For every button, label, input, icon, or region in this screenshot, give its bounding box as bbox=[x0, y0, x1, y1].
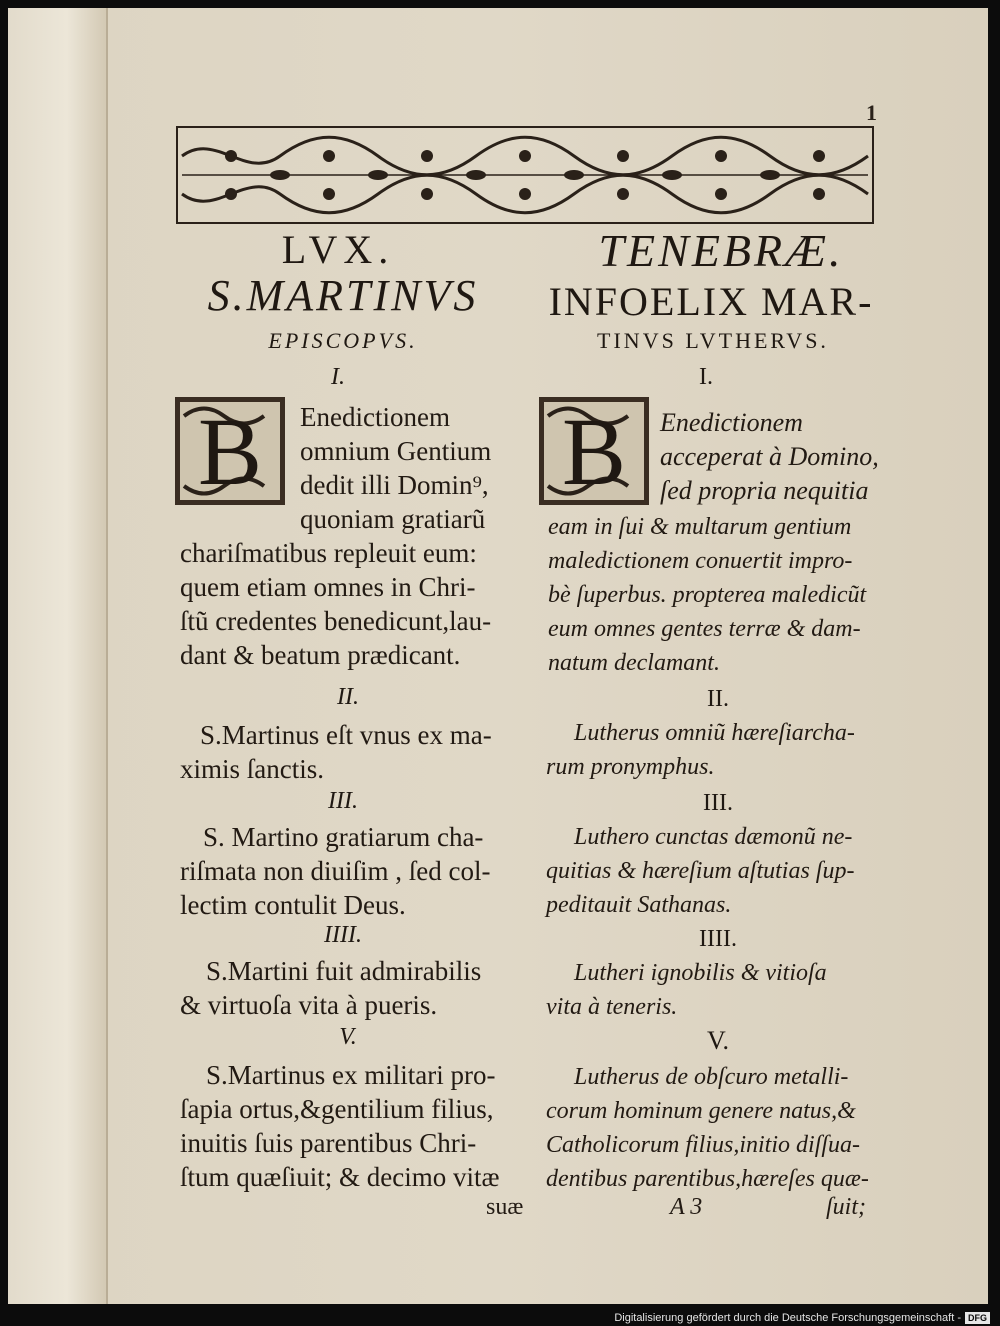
right-numeral-4: IIII. bbox=[699, 926, 737, 952]
right-section-5 bbox=[546, 1060, 869, 1196]
text-line: ſtũ credentes benedicunt,lau- bbox=[180, 606, 492, 636]
digitization-credit bbox=[614, 1312, 990, 1324]
page-number: 1 bbox=[866, 100, 877, 125]
text-line: Enedictionem bbox=[660, 408, 803, 437]
left-numeral-3: III. bbox=[328, 788, 358, 814]
decorated-initial-b-icon bbox=[538, 396, 650, 506]
page-gutter bbox=[8, 8, 108, 1304]
right-heading: TENEBRÆ. bbox=[598, 225, 844, 276]
right-section-4 bbox=[546, 956, 827, 1024]
text-line: corum hominum genere natus,& bbox=[546, 1098, 856, 1124]
text-line: chariſmatibus repleuit eum: bbox=[180, 538, 477, 568]
right-numeral-5: V. bbox=[707, 1026, 729, 1055]
text-line: Lutherus de obſcuro metalli- bbox=[574, 1064, 849, 1090]
text-line: dant & beatum prædicant. bbox=[180, 640, 461, 670]
left-numeral-5: V. bbox=[339, 1024, 357, 1050]
svg-text:B: B bbox=[561, 398, 627, 505]
left-section-5 bbox=[180, 1058, 500, 1194]
right-catchword: ſuit; bbox=[826, 1194, 866, 1220]
left-subtitle: EPISCOPVS. bbox=[268, 328, 418, 353]
right-numeral-3: III. bbox=[703, 790, 733, 816]
right-subtitle: TINVS LVTHERVS. bbox=[597, 328, 829, 353]
text-line: natum declamant. bbox=[548, 650, 720, 676]
text-line: acceperat à Domino, bbox=[660, 442, 879, 471]
right-title: INFOELIX MAR- bbox=[548, 279, 874, 324]
text-line: Lutheri ignobilis & vitioſa bbox=[574, 960, 827, 986]
text-line: ſtum quæſiuit; & decimo vitæ bbox=[180, 1162, 500, 1192]
text-line: Catholicorum filius,initio diſſua- bbox=[546, 1132, 861, 1158]
text-line: ſapia ortus,&gentilium filius, bbox=[180, 1094, 494, 1124]
text-line: inuitis ſuis parentibus Chri- bbox=[180, 1128, 477, 1158]
right-section-1-lines-a bbox=[660, 406, 879, 508]
text-line: ximis ſanctis. bbox=[180, 754, 324, 784]
text-line: dedit illi Domin⁹, bbox=[300, 470, 489, 500]
text-line: vita à teneris. bbox=[546, 994, 678, 1020]
text-line: rum pronymphus. bbox=[546, 754, 715, 780]
text-line: quitias & hæreſium aſtutias ſup- bbox=[546, 858, 855, 884]
left-section-1-lines-b bbox=[180, 536, 491, 672]
text-line: peditauit Sathanas. bbox=[546, 892, 732, 918]
decorated-initial-b-icon bbox=[174, 396, 286, 506]
left-section-2 bbox=[180, 718, 492, 786]
text-line: dentibus parentibus,hæreſes quæ- bbox=[546, 1166, 869, 1192]
text-line: Lutherus omniũ hæreſiarcha- bbox=[574, 720, 855, 746]
left-section-4 bbox=[180, 954, 482, 1022]
dfg-logo-icon: DFG bbox=[965, 1312, 990, 1324]
text-line: Luthero cunctas dæmonũ ne- bbox=[574, 824, 853, 850]
left-section-3 bbox=[180, 820, 491, 922]
text-line: omnium Gentium bbox=[300, 436, 492, 466]
text-line: S.Martinus eſt vnus ex ma- bbox=[200, 720, 492, 750]
text-line: eum omnes gentes terræ & dam- bbox=[548, 616, 861, 642]
signature-mark: A 3 bbox=[670, 1194, 703, 1220]
text-line: ſed propria nequitia bbox=[660, 476, 869, 505]
ornament-band-icon bbox=[176, 126, 874, 224]
text-line: riſmata non diuiſim , ſed col- bbox=[180, 856, 491, 886]
left-numeral-1: I. bbox=[331, 364, 345, 390]
text-line: S. Martino gratiarum cha- bbox=[203, 822, 484, 852]
book-page bbox=[8, 8, 988, 1304]
left-numeral-4: IIII. bbox=[324, 922, 362, 948]
text-line: S.Martini fuit admirabilis bbox=[206, 956, 482, 986]
left-heading: LVX. bbox=[281, 227, 395, 272]
right-section-3 bbox=[546, 820, 855, 922]
left-title: S.MARTINVS bbox=[207, 271, 479, 320]
left-catchword: suæ bbox=[486, 1194, 524, 1220]
text-line: lectim contulit Deus. bbox=[180, 890, 406, 920]
text-line: quem etiam omnes in Chri- bbox=[180, 572, 476, 602]
text-line: maledictionem conuertit impro- bbox=[548, 548, 853, 574]
svg-text:B: B bbox=[197, 398, 263, 505]
text-line: eam in ſui & multarum gentium bbox=[548, 514, 852, 540]
text-line: quoniam gratiarũ bbox=[300, 504, 486, 534]
right-section-1-lines-b bbox=[548, 510, 866, 680]
left-section-1-lines-a bbox=[300, 400, 491, 536]
credit-text: Digitalisierung gefördert durch die Deutsche Forschungsgemeinschaft - bbox=[614, 1312, 961, 1324]
right-section-2 bbox=[546, 716, 855, 784]
text-line: & virtuoſa vita à pueris. bbox=[180, 990, 438, 1020]
text-line: S.Martinus ex militari pro- bbox=[206, 1060, 496, 1090]
right-numeral-1: I. bbox=[699, 364, 713, 390]
text-line: bè ſuperbus. propterea maledicũt bbox=[548, 582, 867, 608]
right-numeral-2: II. bbox=[707, 686, 729, 712]
left-numeral-2: II. bbox=[337, 684, 359, 710]
text-line: Enedictionem bbox=[300, 402, 450, 432]
